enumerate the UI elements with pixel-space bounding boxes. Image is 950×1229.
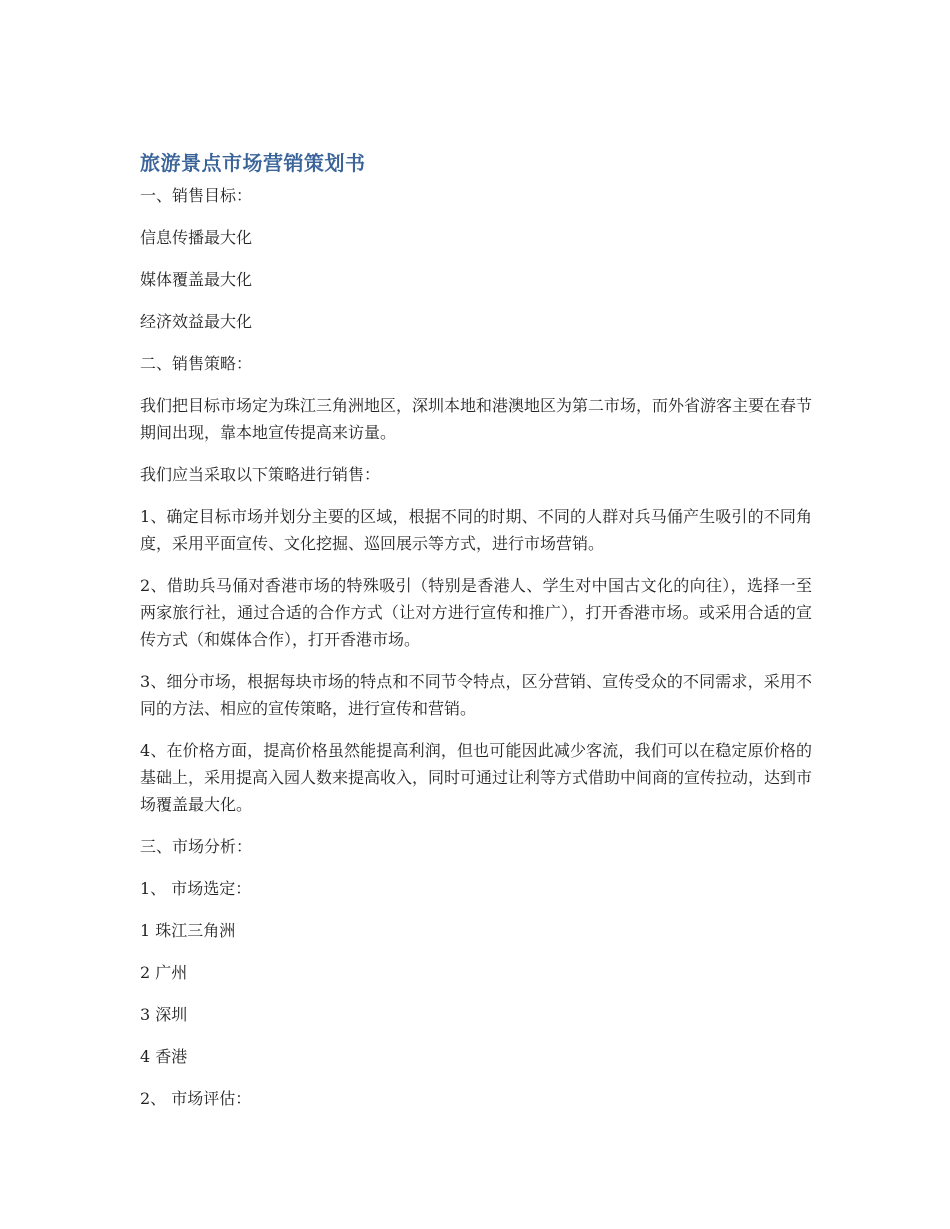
goal-item: 经济效益最大化 bbox=[140, 312, 253, 331]
goal-item: 信息传播最大化 bbox=[140, 228, 253, 247]
market-item: 1 珠江三角洲 bbox=[140, 921, 236, 940]
section-heading-market-analysis: 三、市场分析： bbox=[140, 837, 253, 856]
goal-item: 媒体覆盖最大化 bbox=[140, 270, 253, 289]
section-heading-sales-goals: 一、销售目标： bbox=[140, 186, 253, 205]
strategy-item: 3、细分市场，根据每块市场的特点和不同节令特点，区分营销、宣传受众的不同需求，采用不同的方法、相应的宣传策略，进行宣传和营销。 bbox=[140, 672, 812, 718]
subsection-heading: 2、 市场评估： bbox=[140, 1089, 252, 1108]
strategy-item: 2、借助兵马俑对香港市场的特殊吸引（特别是香港人、学生对中国古文化的向往），选择一至两家旅行社，通过合适的合作方式（让对方进行宣传和推广），打开香港市场。或采用合适的宣传方式（和媒体合作），打开香港市场。 bbox=[140, 576, 812, 649]
strategy-item: 1、确定目标市场并划分主要的区域，根据不同的时期、不同的人群对兵马俑产生吸引的不同角度，采用平面宣传、文化挖掘、巡回展示等方式，进行市场营销。 bbox=[140, 507, 812, 553]
body-paragraph: 我们应当采取以下策略进行销售： bbox=[140, 465, 381, 484]
document-page bbox=[140, 148, 812, 1127]
market-item: 2 广州 bbox=[140, 963, 188, 982]
strategy-item: 4、在价格方面，提高价格虽然能提高利润，但也可能因此减少客流，我们可以在稳定原价格的基础上，采用提高入园人数来提高收入，同时可通过让利等方式借助中间商的宣传拉动，达到市场覆盖最大化。 bbox=[140, 741, 813, 814]
market-item: 4 香港 bbox=[140, 1047, 188, 1066]
section-heading-sales-strategy: 二、销售策略： bbox=[140, 354, 253, 373]
subsection-heading: 1、 市场选定： bbox=[140, 879, 252, 898]
body-paragraph: 我们把目标市场定为珠江三角洲地区，深圳本地和港澳地区为第二市场，而外省游客主要在春节期间出现，靠本地宣传提高来访量。 bbox=[140, 396, 813, 442]
document-title: 旅游景点市场营销策划书 bbox=[140, 151, 366, 175]
market-item: 3 深圳 bbox=[140, 1005, 188, 1024]
